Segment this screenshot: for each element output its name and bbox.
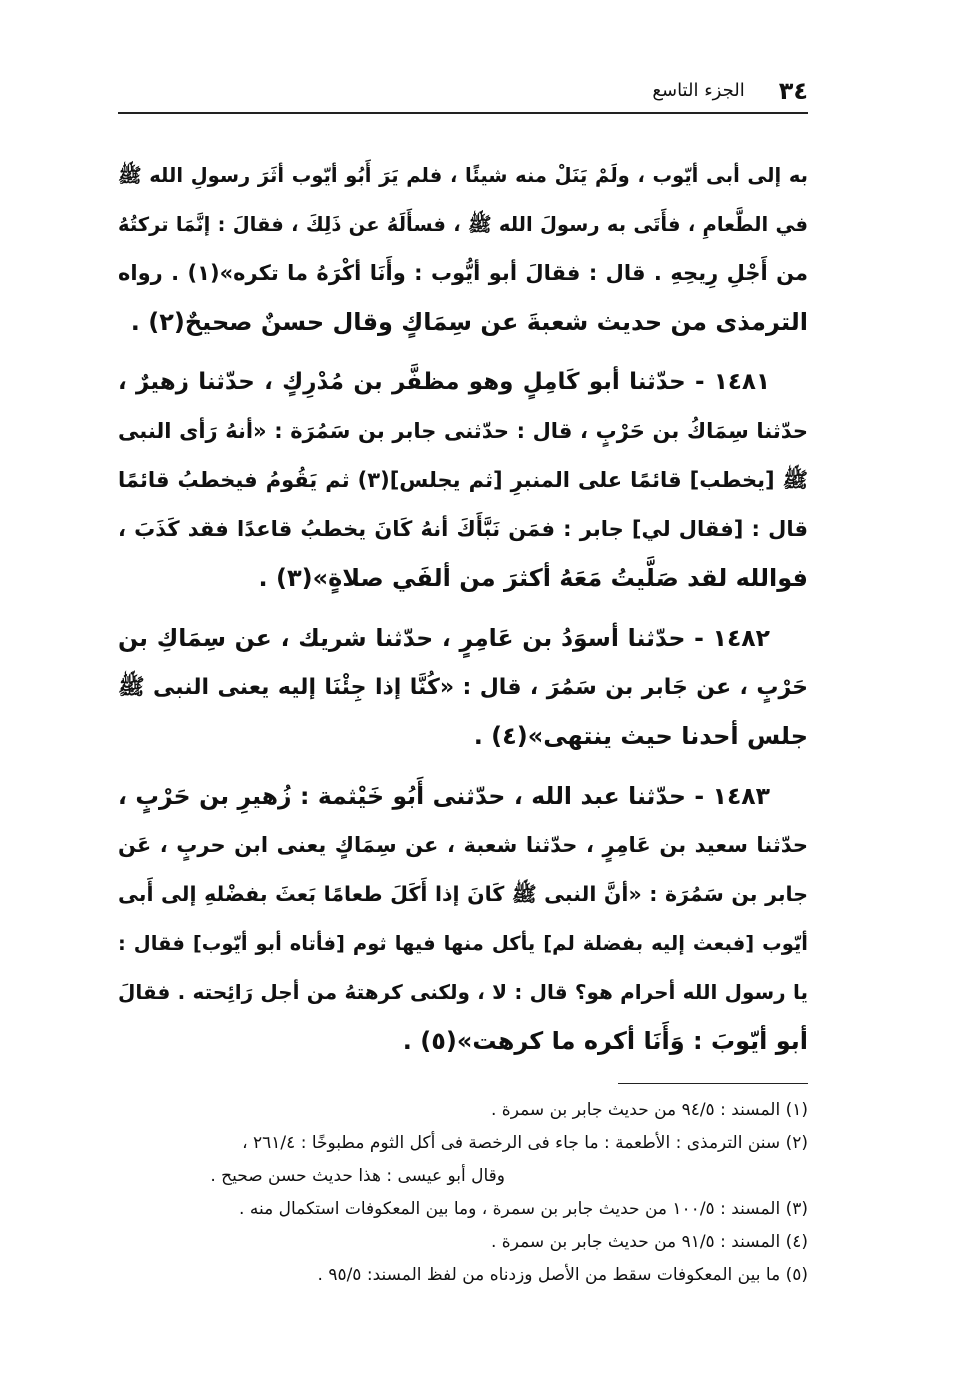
footnotes (118, 1094, 808, 1292)
text-line: أبو أيّوبَ : وَأَنَا أكره ما كرهت»(٥) . (402, 1027, 808, 1055)
text-line: ١٤٨٢ - حدّثنا أسوَدُ بن عَامِرٍ ، حدّثنا شريك ، عن سِمَاكِ بن (118, 624, 770, 652)
text-line: جلس أحدنا حيث ينتهى»(٤) . (473, 722, 808, 750)
main-text (118, 151, 808, 1066)
text-line: ١٤٨١ - حدّثنا أبو كَامِلٍ وهو مظفَّر بن مُدْرِكٍ ، حدّثنا زهيرٌ ، (118, 369, 770, 395)
text-line: حدّثنا سِمَاكُ بن حَرْبٍ ، قال : حدّثنى جابر بن سَمُرَة : «أنهُ رَأى النبى (118, 419, 808, 443)
text-line: به إلى أبى أيّوب ، ولَمْ يَنَلْ منه شيئًا ، فلم يَرَ أَبُو أيّوب أثَرَ رسولِ الله ﷺ (118, 164, 808, 187)
footnote: (٣) المسند : ١٠٠/٥ من حديث جابر بن سمرة ، وما بين المعكوفات استكمال منه . (239, 1199, 808, 1219)
page-number: ٣٤ (778, 77, 808, 105)
footnote-rule (618, 1083, 808, 1084)
paragraph-hadith-1483 (118, 772, 808, 1066)
text-line: ﷺ [يخطب] قائمًا على المنبرِ [ثم يجلس](٣) ثم يَقُومُ فيخطبُ قائمًا (118, 468, 808, 492)
footnote: (١) المسند : ٩٤/٥ من حديث جابر بن سمرة . (491, 1100, 808, 1120)
header-rule (118, 112, 808, 114)
text-line: من أَجْلِ رِيحِهِ . قال : فقالَ أبو أيُّوب : وأَنَا أكْرَهُ ما تكره»(١) . رواه (118, 261, 808, 285)
running-title: الجزء التاسع (652, 80, 745, 101)
text-line: في الطَّعامِ ، فأَتَى به رسولَ الله ﷺ ، فسأَلَهُ عن ذَلِكَ ، فقالَ : إنَّمَا تركتُهُ (118, 213, 808, 236)
text-line: فوالله لقد صَلَّيتُ مَعَهُ أكثرَ من ألفَي صلاةٍ»(٣) . (258, 564, 808, 592)
footnote: (٥) ما بين المعكوفات سقط من الأصل وزدناه من لفظ المسند: ٩٥/٥ . (317, 1265, 808, 1285)
paragraph-hadith-1481 (118, 358, 808, 603)
footnote: (٢) سنن الترمذى : الأطعمة : ما جاء فى الرخصة فى أكل الثوم مطبوخًا : ٢٦١/٤ ، (242, 1133, 808, 1153)
text-line: جابر بن سَمُرَة : «أنَّ النبى ﷺ كَانَ إذا أَكَلَ طعامًا بَعثَ بفضْلهِ إلى أَبى (118, 882, 808, 906)
text-line: أيّوب [فبعث إليه بفضلة لم] يأكل منها فيها ثوم [فأتاه أبو أيّوب] فقال : (118, 932, 808, 955)
running-header (118, 72, 808, 110)
footnote: (٤) المسند : ٩١/٥ من حديث جابر بن سمرة . (491, 1232, 808, 1252)
paragraph-hadith-1482 (118, 614, 808, 761)
text-line: حدّثنا سعيد بن عَامِرٍ ، حدّثنا شعبة ، عن سِمَاكٍ يعنى ابن حربٍ ، عَن (118, 833, 808, 857)
paragraph (118, 151, 808, 347)
text-line: ١٤٨٣ - حدّثنا عبد الله ، حدّثنى أَبُو خَيْثمة : زُهيرِ بن حَرْبٍ ، (118, 782, 770, 810)
text-line: حَرْبٍ ، عن جَابر بن سَمُرَ ، قال : «كُنَّا إذا جِئْنَا إليه يعنى النبى ﷺ (118, 675, 808, 700)
footnote-continuation: وقال أبو عيسى : هذا حديث حسن صحيح . (210, 1166, 505, 1186)
text-line: الترمذى من حديث شعبةَ عن سِمَاكٍ وقال حسنٌ صحيحٌ(٢) . (130, 308, 808, 336)
text-line: يا رسول الله أحرام هو؟ قال : لا ، ولكنى كرهتهُ من أجل رَائِحته . فقالَ (118, 980, 808, 1004)
text-line: قال : [فقال لي] جابر : فمَن نَبَّأَكَ أنهُ كَانَ يخطبُ قاعدًا فقد كَذَبَ ، (118, 517, 808, 541)
